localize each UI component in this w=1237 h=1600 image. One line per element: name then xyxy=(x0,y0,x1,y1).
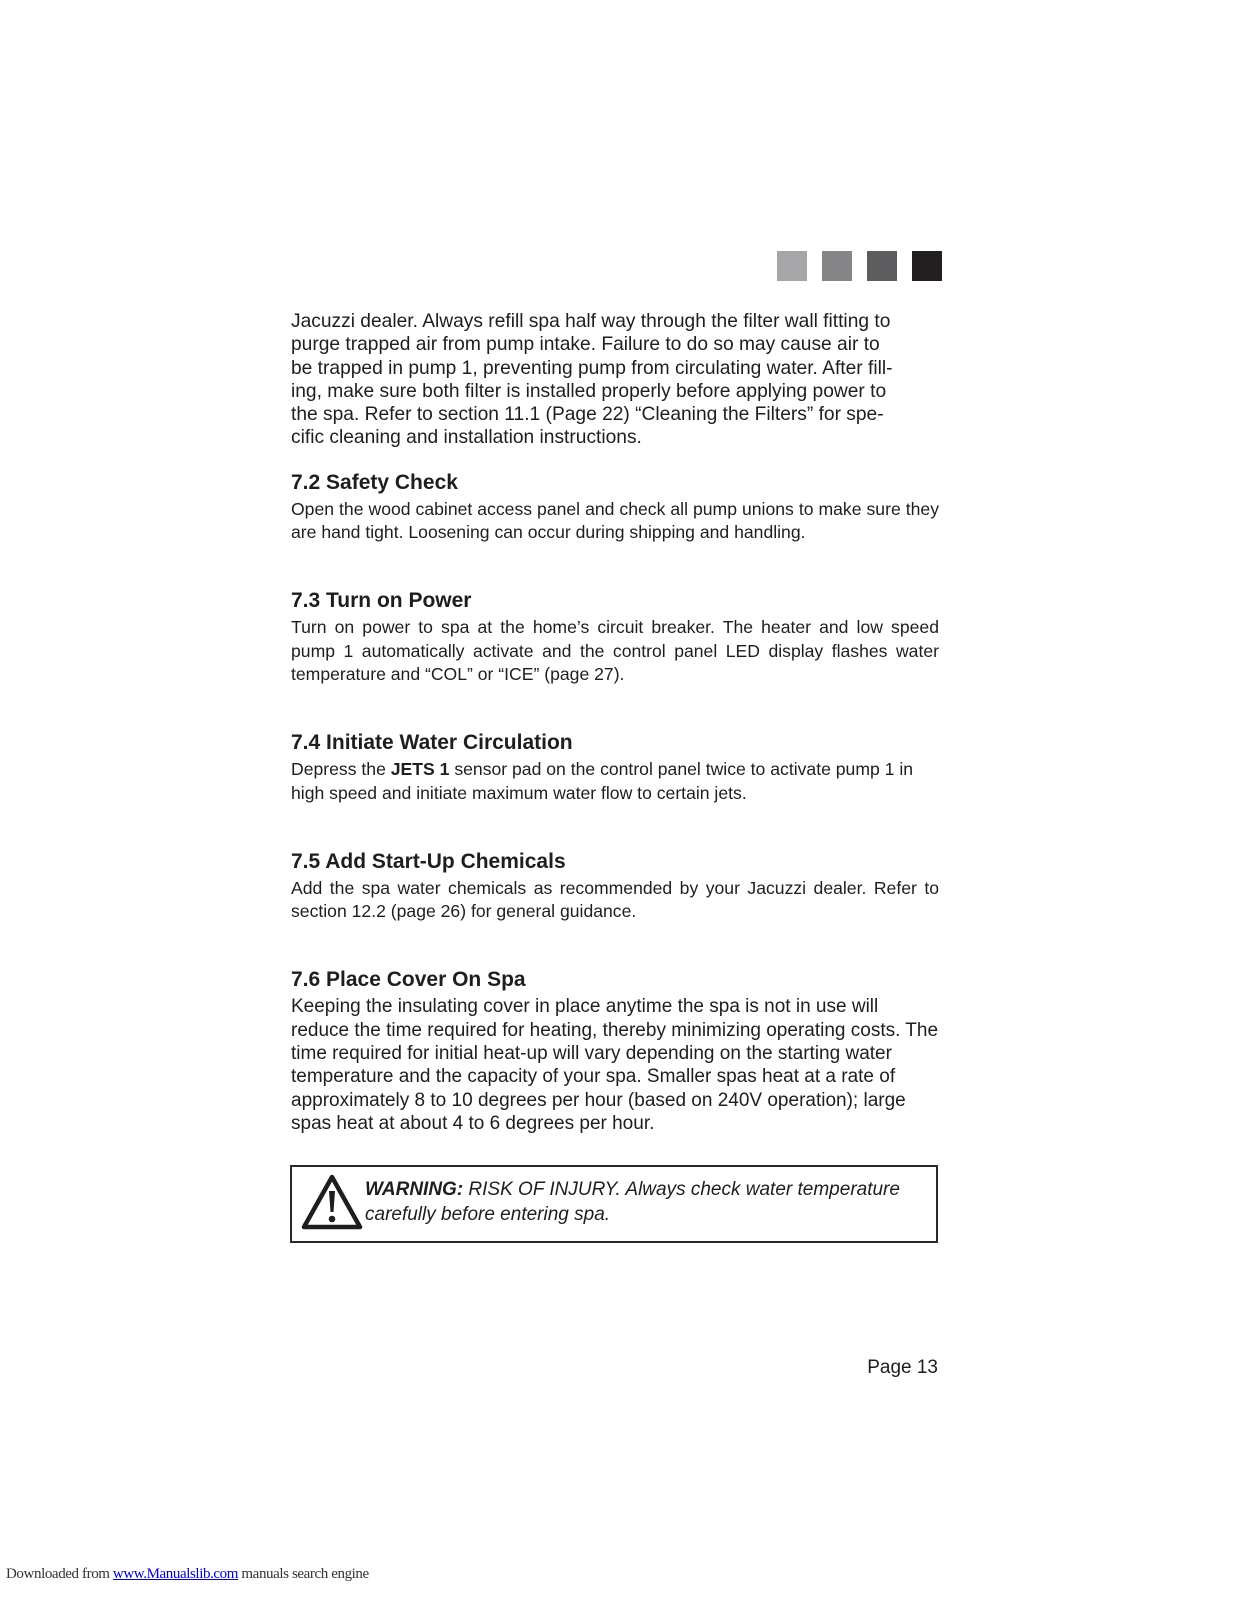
footer-prefix: Downloaded from xyxy=(6,1566,113,1582)
download-footer xyxy=(6,1566,369,1583)
section-heading: 7.5 Add Start-Up Chemicals xyxy=(291,849,566,873)
section-water-circulation xyxy=(291,730,939,805)
gray-square-light xyxy=(777,251,807,281)
body-text-before: Depress the xyxy=(291,759,391,780)
gray-square-dark xyxy=(867,251,897,281)
warning-text xyxy=(365,1177,925,1227)
section-body: Turn on power to spa at the home’s circuit breaker. The heater and low speed pump 1 automatically activate and the control panel LED display flashes water temperature and “COL” or “ICE” (page 27). xyxy=(291,617,939,684)
section-body: Keeping the insulating cover in place anytime the spa is not in use will reduce the time required for heating, thereby minimizing operating costs. The time required for initial heat-up will vary depending on the starting water temperature and the capacity of your spa. Smaller spas heat at a rate of approximately 8 to 10 degrees per hour (based on 240V operation); large spas heat at about 4 to 6 degrees per hour. xyxy=(291,996,939,1134)
section-place-cover xyxy=(291,967,939,1135)
section-safety-check xyxy=(291,470,939,545)
page-number: Page 13 xyxy=(867,1357,938,1378)
section-turn-on-power xyxy=(291,588,939,686)
warning-triangle-icon xyxy=(301,1174,363,1230)
intro-paragraph: Jacuzzi dealer. Always refill spa half way through the filter wall fitting to purge trapped air from pump intake. Failure to do so may cause air to be trapped in pump 1, preventing pump from circulating water. After fill- ing, make sure both filter is installed properly before applying power to the spa. Refer to section 11.1 (Page 22) “Cleaning the Filters” for spe- cific cleaning and installation instructions. xyxy=(291,311,893,449)
manual-content xyxy=(291,310,939,1135)
section-heading: 7.3 Turn on Power xyxy=(291,589,472,613)
warning-message: RISK OF INJURY. Always check water temperature carefully before entering spa. xyxy=(365,1179,900,1225)
black-square xyxy=(912,251,942,281)
gray-square-medium xyxy=(822,251,852,281)
body-text-after: sensor pad on the control panel twice to activate pump 1 in high speed and initiate maximum water flow to certain jets. xyxy=(291,759,914,803)
warning-label: WARNING: xyxy=(365,1179,464,1200)
header-color-squares xyxy=(777,251,942,281)
jets-1-label: JETS 1 xyxy=(390,759,450,780)
section-heading: 7.6 Place Cover On Spa xyxy=(291,968,526,992)
section-body: Open the wood cabinet access panel and check all pump unions to make sure they are hand tight. Loosening can occur during shipping and handling. xyxy=(291,498,939,543)
section-body: Add the spa water chemicals as recommended by your Jacuzzi dealer. Refer to section 12.2 (page 26) for general guidance. xyxy=(291,877,939,922)
manualslib-link[interactable]: www.Manualslib.com xyxy=(112,1566,239,1582)
footer-suffix: manuals search engine xyxy=(238,1566,369,1582)
section-start-up-chemicals xyxy=(291,849,939,924)
section-heading: 7.4 Initiate Water Circulation xyxy=(291,731,573,755)
section-body xyxy=(291,758,939,805)
section-heading: 7.2 Safety Check xyxy=(291,470,458,494)
warning-box xyxy=(290,1165,938,1243)
